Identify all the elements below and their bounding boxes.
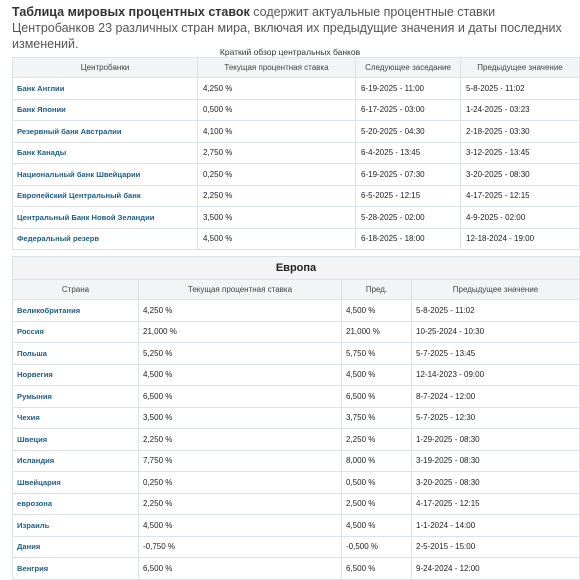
country-link[interactable]: Дания xyxy=(17,542,41,552)
country-link[interactable]: Швейцария xyxy=(17,477,61,487)
prev-date-cell: 12-14-2023 - 09:00 xyxy=(412,364,580,386)
next-meeting-cell: 5-20-2025 - 04:30 xyxy=(356,121,461,143)
bank-link[interactable]: Резервный банк Австралии xyxy=(17,126,122,136)
bank-cell xyxy=(13,78,198,100)
prev-date-cell: 3-19-2025 - 08:30 xyxy=(412,450,580,472)
table-caption: Краткий обзор центральных банков xyxy=(219,47,361,57)
rate-cell: 4,100 % xyxy=(198,121,356,143)
bank-link[interactable]: Европейский Центральный банк xyxy=(17,191,141,201)
table-header-row xyxy=(13,58,580,78)
prev-value-cell: 4-9-2025 - 02:00 xyxy=(461,207,580,229)
europe-table xyxy=(12,256,580,580)
prev-date-cell: 1-1-2024 - 14:00 xyxy=(412,515,580,537)
country-link[interactable]: Венгрия xyxy=(17,563,49,573)
prev-rate-cell: 21,000 % xyxy=(342,321,412,343)
country-cell xyxy=(13,364,139,386)
country-cell xyxy=(13,343,139,365)
prev-value-cell: 4-17-2025 - 12:15 xyxy=(461,185,580,207)
country-link[interactable]: Исландия xyxy=(17,456,55,466)
country-cell xyxy=(13,472,139,494)
prev-rate-cell: 5,750 % xyxy=(342,343,412,365)
rate-cell: 2,750 % xyxy=(198,142,356,164)
rate-cell: 4,500 % xyxy=(139,515,342,537)
table-row xyxy=(13,300,580,322)
col-header-bank: Центробанки xyxy=(13,58,198,78)
rate-cell: 4,250 % xyxy=(139,300,342,322)
bank-link[interactable]: Центральный Банк Новой Зеландии xyxy=(17,212,155,222)
country-link[interactable]: Чехия xyxy=(17,413,40,423)
prev-date-cell: 9-24-2024 - 12:00 xyxy=(412,558,580,580)
table-row xyxy=(13,558,580,580)
prev-rate-cell: 2,500 % xyxy=(342,493,412,515)
country-link[interactable]: Норвегия xyxy=(17,370,53,380)
prev-value-cell: 12-18-2024 - 19:00 xyxy=(461,228,580,250)
bank-link[interactable]: Федеральный резерв xyxy=(17,234,100,244)
table-header-row xyxy=(13,280,580,300)
table-row xyxy=(13,207,580,229)
prev-rate-cell: 4,500 % xyxy=(342,515,412,537)
next-meeting-cell: 6-17-2025 - 03:00 xyxy=(356,99,461,121)
prev-rate-cell: 4,500 % xyxy=(342,364,412,386)
table-row xyxy=(13,343,580,365)
next-meeting-cell: 6-19-2025 - 11:00 xyxy=(356,78,461,100)
country-cell xyxy=(13,407,139,429)
rate-cell: 5,250 % xyxy=(139,343,342,365)
table-row xyxy=(13,386,580,408)
intro-text: содержит актуальные процентные ставки Центробанков 23 различных стран мира, включая их предыдущие значения и даты последних изменений. xyxy=(12,5,562,51)
prev-rate-cell: 6,500 % xyxy=(342,558,412,580)
country-cell xyxy=(13,386,139,408)
prev-value-cell: 1-24-2025 - 03:23 xyxy=(461,99,580,121)
table-row xyxy=(13,472,580,494)
table-row xyxy=(13,450,580,472)
rate-cell: -0,750 % xyxy=(139,536,342,558)
prev-rate-cell: 2,250 % xyxy=(342,429,412,451)
prev-rate-cell: 0,500 % xyxy=(342,472,412,494)
prev-date-cell: 5-8-2025 - 11:02 xyxy=(412,300,580,322)
table-row xyxy=(13,407,580,429)
country-cell xyxy=(13,300,139,322)
country-cell xyxy=(13,536,139,558)
next-meeting-cell: 6-5-2025 - 12:15 xyxy=(356,185,461,207)
table-row xyxy=(13,429,580,451)
table-row xyxy=(13,228,580,250)
table-row xyxy=(13,321,580,343)
next-meeting-cell: 6-19-2025 - 07:30 xyxy=(356,164,461,186)
country-cell xyxy=(13,493,139,515)
europe-title: Европа xyxy=(13,257,580,280)
col-header-rate: Текущая процентная ставка xyxy=(139,280,342,300)
prev-value-cell: 3-20-2025 - 08:30 xyxy=(461,164,580,186)
prev-rate-cell: 8,000 % xyxy=(342,450,412,472)
country-cell xyxy=(13,429,139,451)
prev-date-cell: 10-25-2024 - 10:30 xyxy=(412,321,580,343)
prev-date-cell: 8-7-2024 - 12:00 xyxy=(412,386,580,408)
col-header-prev: Предыдущее значение xyxy=(461,58,580,78)
rate-cell: 6,500 % xyxy=(139,386,342,408)
intro-paragraph xyxy=(0,0,580,51)
prev-value-cell: 5-8-2025 - 11:02 xyxy=(461,78,580,100)
bank-cell xyxy=(13,142,198,164)
rate-cell: 0,250 % xyxy=(139,472,342,494)
prev-date-cell: 4-17-2025 - 12:15 xyxy=(412,493,580,515)
prev-date-cell: 5-7-2025 - 13:45 xyxy=(412,343,580,365)
rate-cell: 3,500 % xyxy=(198,207,356,229)
country-link[interactable]: Россия xyxy=(17,327,44,337)
country-link[interactable]: Польша xyxy=(17,348,47,358)
rate-cell: 4,500 % xyxy=(198,228,356,250)
rate-cell: 3,500 % xyxy=(139,407,342,429)
prev-rate-cell: 6,500 % xyxy=(342,386,412,408)
prev-value-cell: 2-18-2025 - 03:30 xyxy=(461,121,580,143)
table-row xyxy=(13,364,580,386)
prev-value-cell: 3-12-2025 - 13:45 xyxy=(461,142,580,164)
col-header-country: Страна xyxy=(13,280,139,300)
bank-cell xyxy=(13,99,198,121)
prev-date-cell: 3-20-2025 - 08:30 xyxy=(412,472,580,494)
country-cell xyxy=(13,321,139,343)
table-row xyxy=(13,78,580,100)
rate-cell: 4,250 % xyxy=(198,78,356,100)
prev-date-cell: 1-29-2025 - 08:30 xyxy=(412,429,580,451)
table-row xyxy=(13,185,580,207)
bank-link[interactable]: Банк Канады xyxy=(17,148,67,158)
rate-cell: 21,000 % xyxy=(139,321,342,343)
next-meeting-cell: 6-4-2025 - 13:45 xyxy=(356,142,461,164)
prev-date-cell: 5-7-2025 - 12:30 xyxy=(412,407,580,429)
rate-cell: 7,750 % xyxy=(139,450,342,472)
country-link[interactable]: еврозона xyxy=(17,499,53,509)
table-row xyxy=(13,493,580,515)
prev-rate-cell: 4,500 % xyxy=(342,300,412,322)
rate-cell: 4,500 % xyxy=(139,364,342,386)
table-row xyxy=(13,99,580,121)
next-meeting-cell: 5-28-2025 - 02:00 xyxy=(356,207,461,229)
intro-title: Таблица мировых процентных ставок xyxy=(12,5,250,19)
country-link[interactable]: Великобритания xyxy=(17,305,81,315)
rate-cell: 6,500 % xyxy=(139,558,342,580)
rate-cell: 0,250 % xyxy=(198,164,356,186)
table-row xyxy=(13,164,580,186)
prev-rate-cell: 3,750 % xyxy=(342,407,412,429)
bank-cell xyxy=(13,164,198,186)
bank-link[interactable]: Национальный банк Швейцарии xyxy=(17,169,141,179)
next-meeting-cell: 6-18-2025 - 18:00 xyxy=(356,228,461,250)
prev-rate-cell: -0,500 % xyxy=(342,536,412,558)
col-header-prev-date: Предыдущее значение xyxy=(412,280,580,300)
col-header-prev-rate: Пред. xyxy=(342,280,412,300)
col-header-next: Следующее заседание xyxy=(356,58,461,78)
bank-cell xyxy=(13,228,198,250)
table-row xyxy=(13,515,580,537)
bank-cell xyxy=(13,185,198,207)
country-link[interactable]: Израиль xyxy=(17,520,50,530)
country-link[interactable]: Румыния xyxy=(17,391,52,401)
rate-cell: 2,250 % xyxy=(139,429,342,451)
rate-cell: 2,250 % xyxy=(139,493,342,515)
country-link[interactable]: Швеция xyxy=(17,434,48,444)
rate-cell: 2,250 % xyxy=(198,185,356,207)
bank-cell xyxy=(13,207,198,229)
col-header-rate: Текущая процентная ставка xyxy=(198,58,356,78)
country-cell xyxy=(13,558,139,580)
table-row xyxy=(13,536,580,558)
prev-date-cell: 2-5-2015 - 15:00 xyxy=(412,536,580,558)
table-row xyxy=(13,121,580,143)
table-row xyxy=(13,142,580,164)
bank-link[interactable]: Банк Англии xyxy=(17,83,65,93)
rate-cell: 0,500 % xyxy=(198,99,356,121)
central-banks-table xyxy=(12,57,580,250)
country-cell xyxy=(13,515,139,537)
country-cell xyxy=(13,450,139,472)
bank-cell xyxy=(13,121,198,143)
bank-link[interactable]: Банк Японии xyxy=(17,105,66,115)
